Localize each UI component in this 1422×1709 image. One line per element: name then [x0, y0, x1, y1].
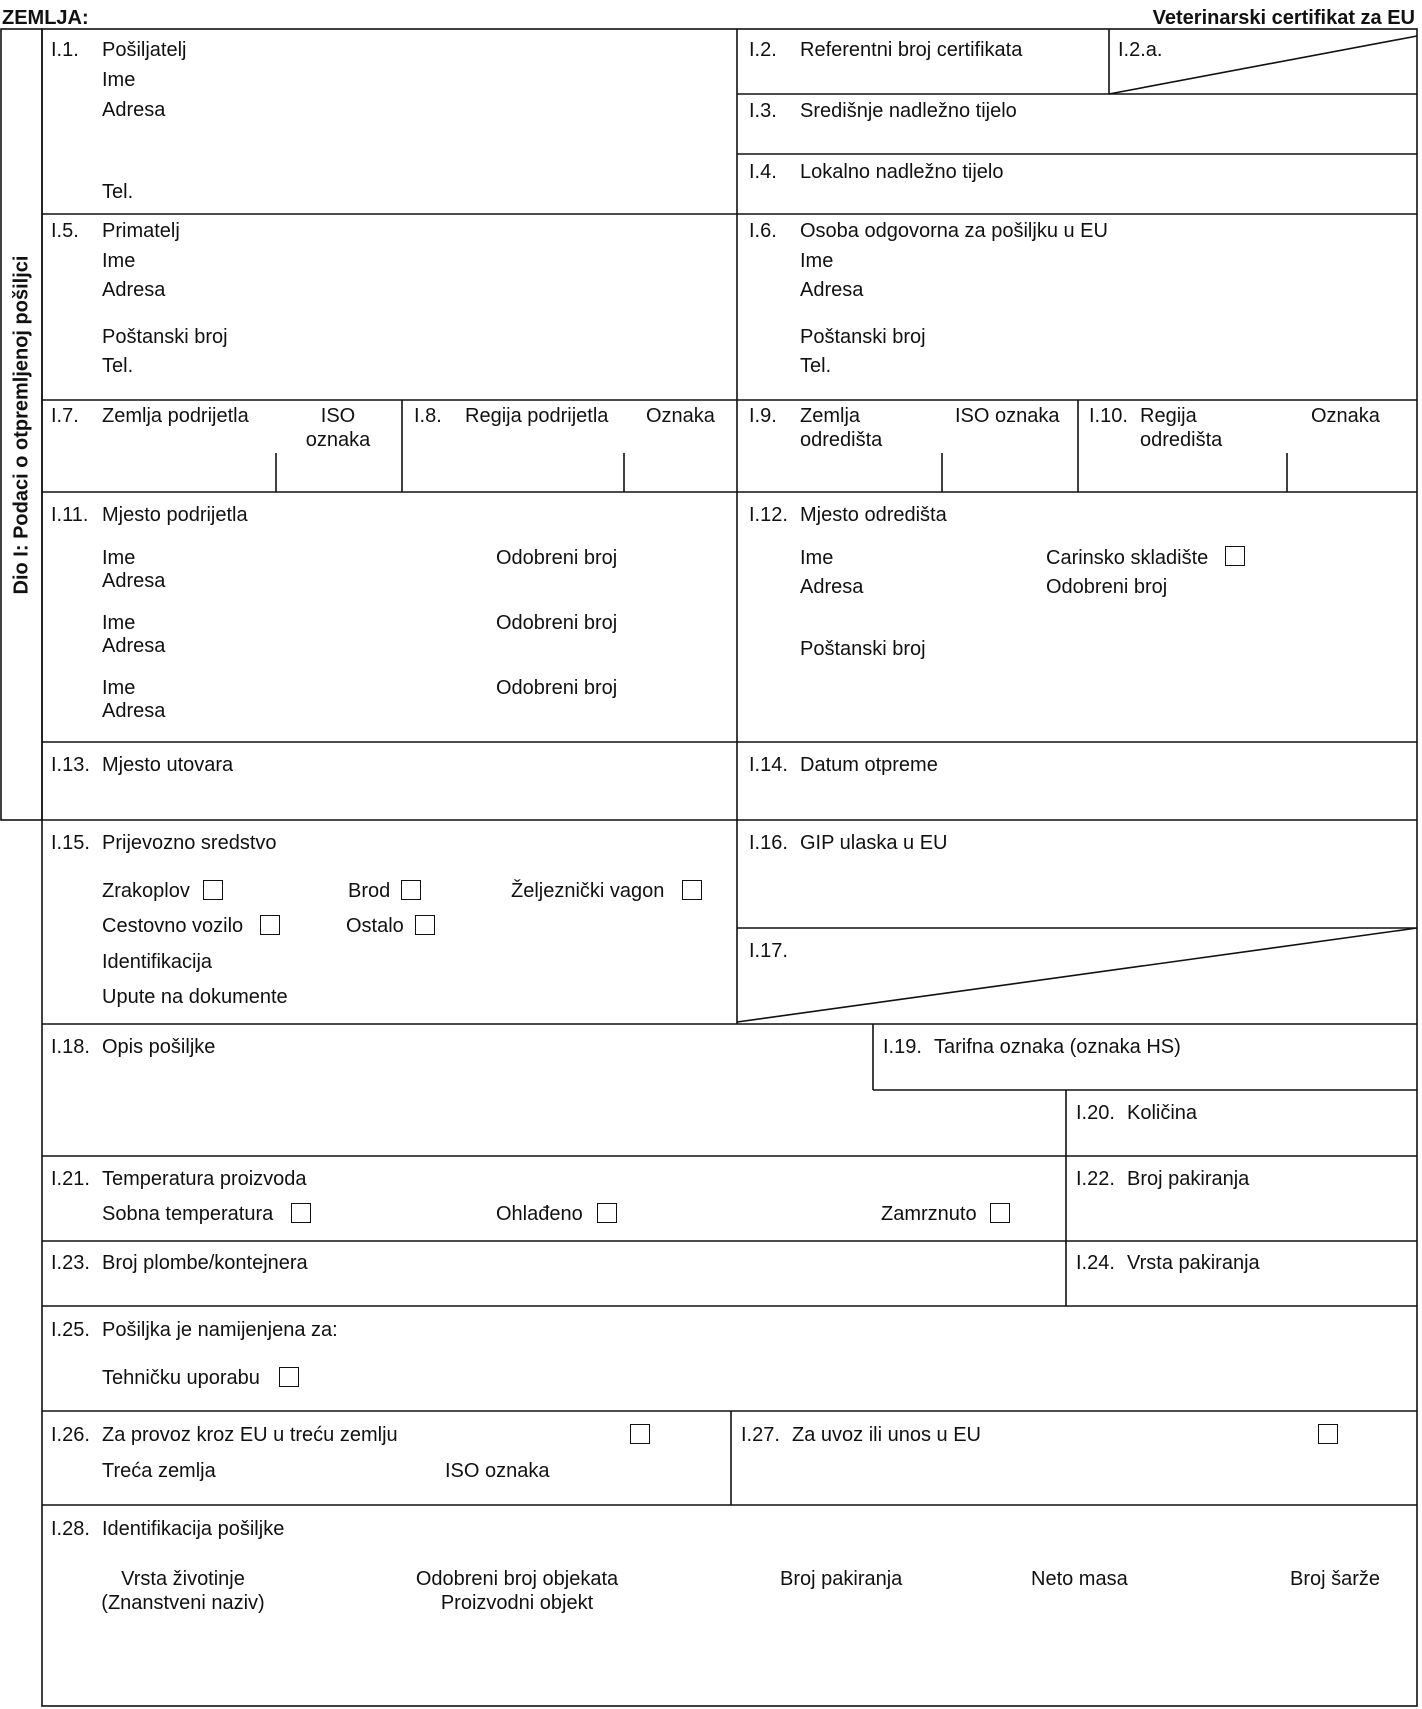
i25-tech-checkbox[interactable]	[279, 1367, 299, 1387]
i26-label: Za provoz kroz EU u treću zemlju	[102, 1424, 398, 1446]
i23-number: I.23.	[51, 1252, 90, 1274]
i15-ship-label: Brod	[348, 880, 391, 902]
i12-name-field[interactable]: Ime	[800, 547, 834, 569]
i11-approval-field-3[interactable]: Odobreni broj	[496, 677, 618, 699]
i25-label: Pošiljka je namijenjena za:	[102, 1319, 338, 1341]
i26-country-field[interactable]: Treća zemlja	[102, 1460, 216, 1482]
i7-label: Zemlja podrijetla	[102, 405, 249, 427]
i20-number: I.20.	[1076, 1102, 1115, 1124]
i6-label: Osoba odgovorna za pošiljku u EU	[800, 220, 1108, 242]
i12-address-field[interactable]: Adresa	[800, 576, 864, 598]
i5-postcode-field[interactable]: Poštanski broj	[102, 326, 228, 348]
i11-address-field-1[interactable]: Adresa	[102, 570, 166, 592]
i11-name-field-3[interactable]: Ime	[102, 677, 136, 699]
i28-species-column	[83, 1567, 283, 1615]
i7-iso-line2: oznaka	[305, 429, 371, 451]
i7-number: I.7.	[51, 405, 79, 427]
i21-label: Temperatura proizvoda	[102, 1168, 307, 1190]
i25-number: I.25.	[51, 1319, 90, 1341]
i28-label: Identifikacija pošiljke	[102, 1518, 285, 1540]
i6-postcode-field[interactable]: Poštanski broj	[800, 326, 926, 348]
i13-label: Mjesto utovara	[102, 754, 234, 776]
i4-number: I.4.	[749, 161, 777, 183]
i21-room-label: Sobna temperatura	[102, 1203, 274, 1225]
certificate-title: Veterinarski certifikat za EU	[1152, 7, 1415, 29]
i27-number: I.27.	[741, 1424, 780, 1446]
i15-rail-checkbox[interactable]	[682, 880, 702, 900]
i5-name-field[interactable]: Ime	[102, 250, 136, 272]
i15-ship-checkbox[interactable]	[401, 880, 421, 900]
i28-species-label: Vrsta životinje	[121, 1568, 245, 1590]
i28-approval-label: Odobreni broj objekata	[415, 1568, 619, 1590]
i26-number: I.26.	[51, 1424, 90, 1446]
i21-chilled-checkbox[interactable]	[597, 1203, 617, 1223]
i21-chilled-label: Ohlađeno	[496, 1203, 583, 1225]
i15-road-label: Cestovno vozilo	[102, 915, 244, 937]
i10-label-line2: odredišta	[1140, 429, 1223, 451]
i28-batch-label: Broj šarže	[1290, 1568, 1381, 1590]
i4-label: Lokalno nadležno tijelo	[800, 161, 1004, 183]
i28-net-weight-label: Neto masa	[1031, 1568, 1128, 1590]
i3-label: Središnje nadležno tijelo	[800, 100, 1017, 122]
i1-address-field[interactable]: Adresa	[102, 99, 166, 121]
i15-plane-label: Zrakoplov	[102, 880, 190, 902]
i5-number: I.5.	[51, 220, 79, 242]
i18-label: Opis pošiljke	[102, 1036, 216, 1058]
i15-other-checkbox[interactable]	[415, 915, 435, 935]
i28-number: I.28.	[51, 1518, 90, 1540]
i15-docs-field[interactable]: Upute na dokumente	[102, 986, 288, 1008]
i1-number: I.1.	[51, 39, 79, 61]
i21-number: I.21.	[51, 1168, 90, 1190]
i12-approval-field[interactable]: Odobreni broj	[1046, 576, 1168, 598]
i15-road-checkbox[interactable]	[260, 915, 280, 935]
i10-code-label: Oznaka	[1311, 405, 1380, 427]
i12-postcode-field[interactable]: Poštanski broj	[800, 638, 926, 660]
i15-other-label: Ostalo	[346, 915, 404, 937]
i15-ident-field[interactable]: Identifikacija	[102, 951, 213, 973]
i27-label: Za uvoz ili unos u EU	[792, 1424, 981, 1446]
i28-establishment-label: Proizvodni objekt	[440, 1592, 594, 1614]
i9-label-line1: Zemlja	[800, 405, 861, 427]
i20-label: Količina	[1127, 1102, 1198, 1124]
i9-number: I.9.	[749, 405, 777, 427]
i2-label: Referentni broj certifikata	[800, 39, 1023, 61]
i10-label	[1140, 404, 1222, 452]
i8-number: I.8.	[414, 405, 442, 427]
i10-number: I.10.	[1089, 405, 1128, 427]
i12-customs-label: Carinsko skladište	[1046, 547, 1209, 569]
i5-label: Primatelj	[102, 220, 180, 242]
i11-number: I.11.	[51, 504, 89, 526]
i18-number: I.18.	[51, 1036, 90, 1058]
i19-number: I.19.	[883, 1036, 922, 1058]
i14-label: Datum otpreme	[800, 754, 938, 776]
i15-plane-checkbox[interactable]	[203, 880, 223, 900]
i5-address-field[interactable]: Adresa	[102, 279, 166, 301]
i6-address-field[interactable]: Adresa	[800, 279, 864, 301]
i21-frozen-label: Zamrznuto	[881, 1203, 977, 1225]
i28-packages-label: Broj pakiranja	[780, 1568, 903, 1590]
i28-scientific-name-label: (Znanstveni naziv)	[101, 1592, 265, 1614]
i26-iso-field[interactable]: ISO oznaka	[445, 1460, 550, 1482]
i7-iso-label	[304, 404, 372, 452]
i11-name-field-2[interactable]: Ime	[102, 612, 136, 634]
i12-label: Mjesto odredišta	[800, 504, 947, 526]
country-label: ZEMLJA:	[2, 7, 89, 29]
i15-label: Prijevozno sredstvo	[102, 832, 277, 854]
i19-label: Tarifna oznaka (oznaka HS)	[934, 1036, 1181, 1058]
i26-checkbox[interactable]	[630, 1424, 650, 1444]
i8-label: Regija podrijetla	[465, 405, 609, 427]
form-frame	[42, 29, 1417, 1706]
i6-tel-field[interactable]: Tel.	[800, 355, 832, 377]
i25-tech-label: Tehničku uporabu	[102, 1367, 260, 1389]
i7-iso-line1: ISO	[320, 405, 356, 427]
i28-establishment-column	[397, 1567, 637, 1615]
i11-approval-field-1[interactable]: Odobreni broj	[496, 547, 618, 569]
i3-number: I.3.	[749, 100, 777, 122]
i22-number: I.22.	[1076, 1168, 1115, 1190]
i9-label	[800, 404, 882, 452]
i21-room-checkbox[interactable]	[291, 1203, 311, 1223]
i14-number: I.14.	[749, 754, 788, 776]
i21-frozen-checkbox[interactable]	[990, 1203, 1010, 1223]
i16-label: GIP ulaska u EU	[800, 832, 948, 854]
i24-number: I.24.	[1076, 1252, 1115, 1274]
i16-number: I.16.	[749, 832, 788, 854]
i11-label: Mjesto podrijetla	[102, 504, 248, 526]
i2-number: I.2.	[749, 39, 777, 61]
i17-number: I.17.	[749, 940, 788, 962]
i9-iso-label: ISO oznaka	[955, 405, 1060, 427]
diagonal	[737, 928, 1417, 1022]
i15-rail-label: Željeznički vagon	[511, 880, 665, 902]
i11-name-field-1[interactable]: Ime	[102, 547, 136, 569]
i8-code-label: Oznaka	[646, 405, 715, 427]
i22-label: Broj pakiranja	[1127, 1168, 1250, 1190]
i1-label: Pošiljatelj	[102, 39, 187, 61]
i1-name-field[interactable]: Ime	[102, 69, 136, 91]
i24-label: Vrsta pakiranja	[1127, 1252, 1260, 1274]
i15-number: I.15.	[51, 832, 90, 854]
i6-name-field[interactable]: Ime	[800, 250, 834, 272]
i12-customs-checkbox[interactable]	[1225, 546, 1245, 566]
i2a-number: I.2.a.	[1118, 39, 1163, 61]
i6-number: I.6.	[749, 220, 777, 242]
i11-approval-field-2[interactable]: Odobreni broj	[496, 612, 618, 634]
i27-checkbox[interactable]	[1318, 1424, 1338, 1444]
i11-address-field-3[interactable]: Adresa	[102, 700, 166, 722]
i5-tel-field[interactable]: Tel.	[102, 355, 134, 377]
i12-number: I.12.	[749, 504, 788, 526]
i13-number: I.13.	[51, 754, 90, 776]
i23-label: Broj plombe/kontejnera	[102, 1252, 308, 1274]
i11-address-field-2[interactable]: Adresa	[102, 635, 166, 657]
i10-label-line1: Regija	[1140, 405, 1197, 427]
part-label: Dio I: Podaci o otpremljenoj pošiljci	[10, 255, 33, 595]
i1-tel-field[interactable]: Tel.	[102, 181, 134, 203]
i9-label-line2: odredišta	[800, 429, 883, 451]
